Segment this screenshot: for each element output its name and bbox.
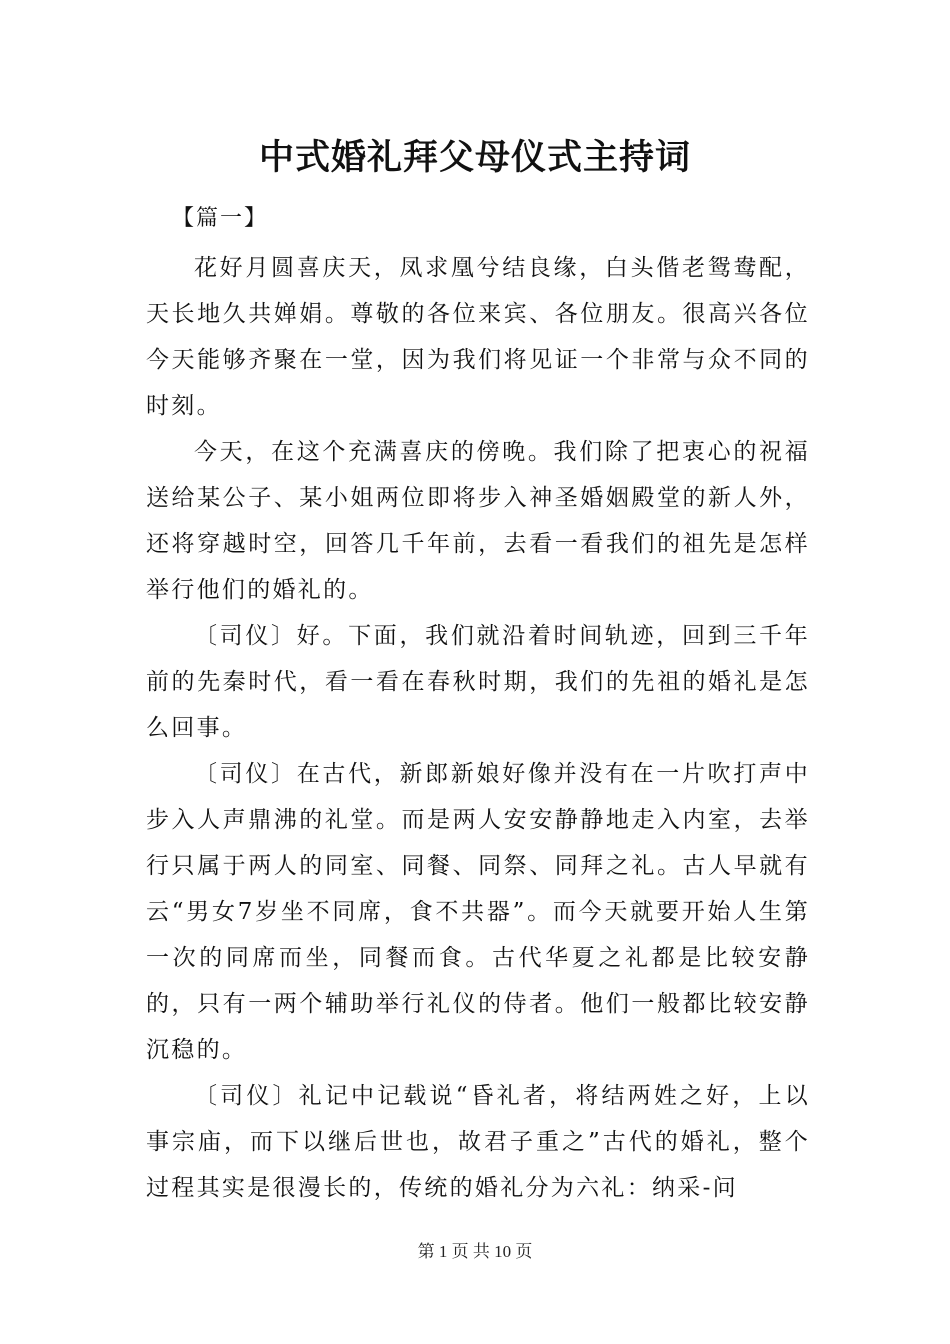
paragraph: 花好月圆喜庆天，凤求凰兮结良缘，白头偕老鸳鸯配，天长地久共婵娟。尊敬的各位来宾、各位朋友。很高兴各位今天能够齐聚在一堂，因为我们将见证一个非常与众不同的时刻。 — [146, 255, 810, 419]
paragraph: 今天，在这个充满喜庆的傍晚。我们除了把衷心的祝福送给某公子、某小姐两位即将步入神圣婚姻殿堂的新人外，还将穿越时空，回答几千年前，去看一看我们的祖先是怎样举行他们的婚礼的。 — [146, 439, 810, 603]
page-footer: 第 1 页 共 10 页 — [417, 1242, 533, 1261]
paragraph: 〔司仪〕在古代，新郎新娘好像并没有在一片吹打声中步入人声鼎沸的礼堂。而是两人安安静静地走入内室，去举行只属于两人的同室、同餐、同祭、同拜之礼。古人早就有云“男女7岁坐不同席，食不共器”。而今天就要开始人生第一次的同席而坐，同餐而食。古代华夏之礼都是比较安静的，只有一两个辅助举行礼仪的侍者。他们一般都比较安静沉稳的。 — [146, 761, 810, 1063]
section-label: 【篇一】 — [172, 206, 269, 231]
paragraph: 〔司仪〕好。下面，我们就沿着时间轨迹，回到三千年前的先秦时代，看一看在春秋时期，我们的先祖的婚礼是怎么回事。 — [146, 623, 810, 741]
document-body — [146, 245, 810, 1211]
paragraph: 〔司仪〕礼记中记载说“昏礼者，将结两姓之好，上以事宗庙，而下以继后世也，故君子重之”古代的婚礼，整个过程其实是很漫长的，传统的婚礼分为六礼：纳采-问 — [146, 1083, 810, 1201]
document-title: 中式婚礼拜父母仪式主持词 — [258, 137, 691, 178]
